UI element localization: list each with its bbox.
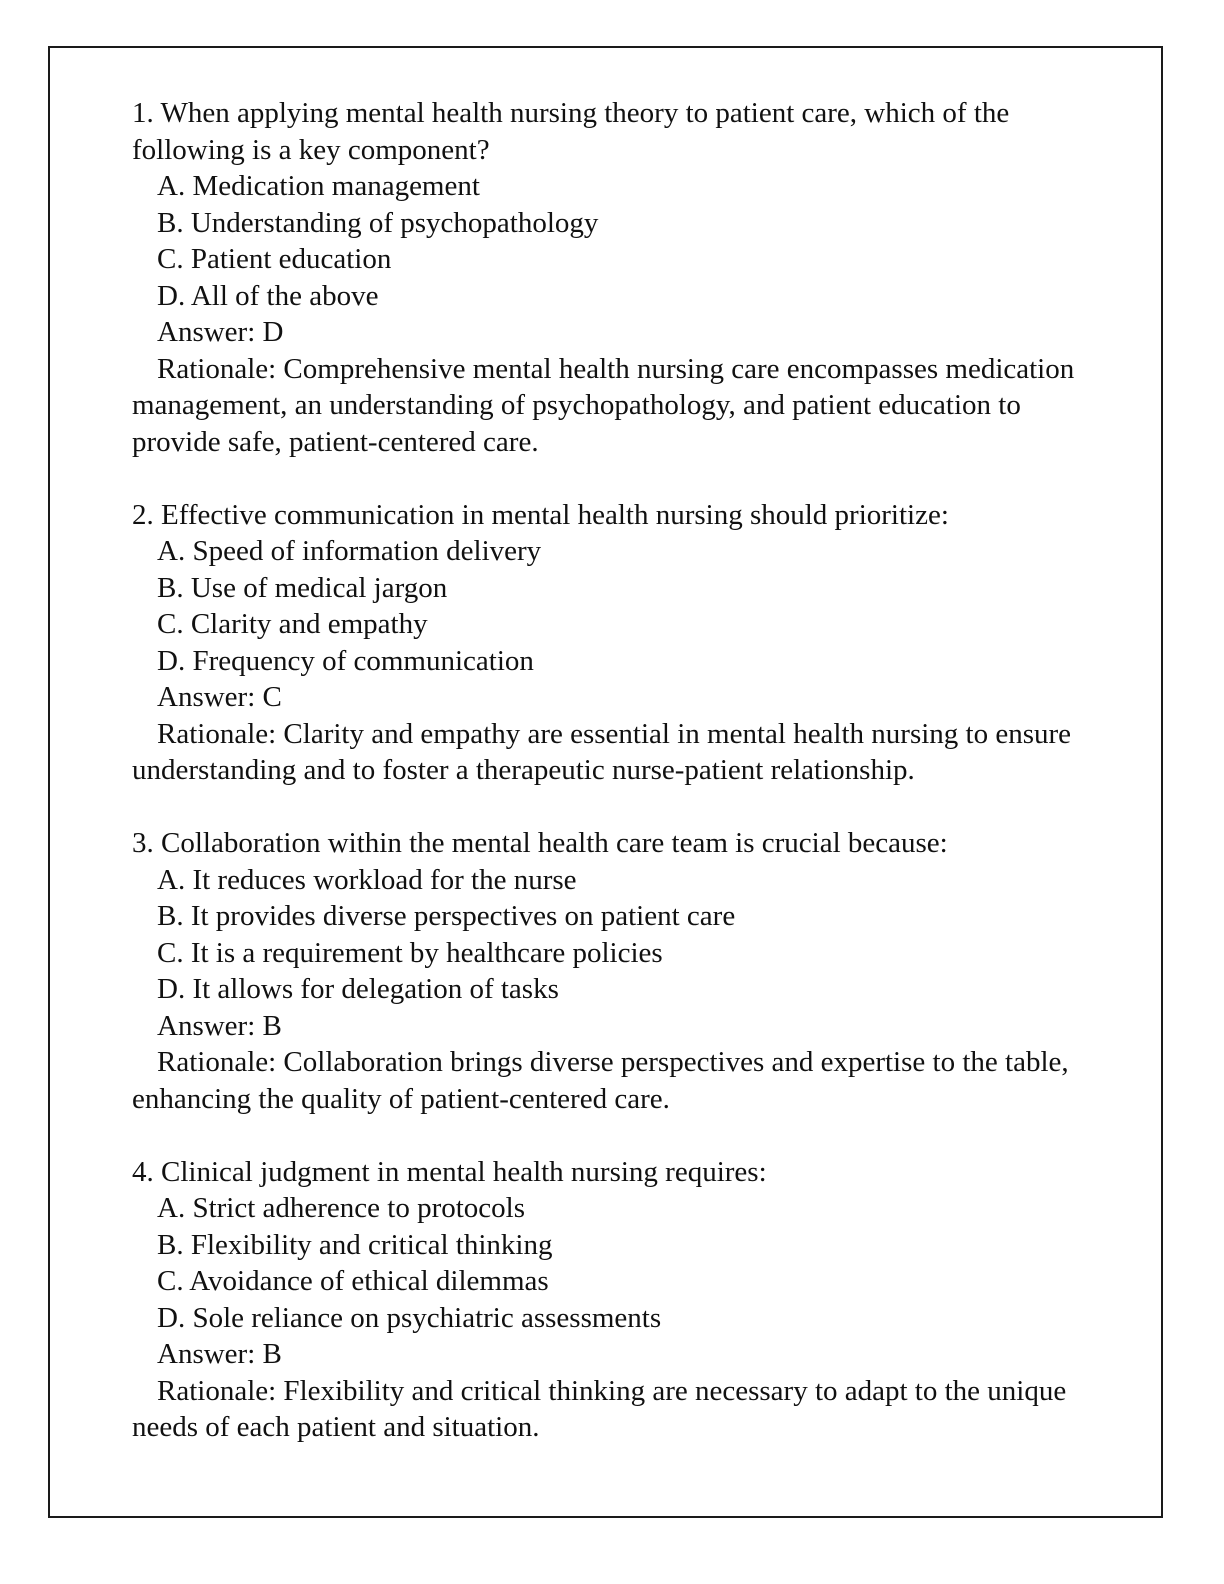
question-block xyxy=(132,1154,1102,1446)
option-a: A. It reduces workload for the nurse xyxy=(157,863,577,896)
option-d: D. Sole reliance on psychiatric assessments xyxy=(157,1301,662,1334)
option-d: D. Frequency of communication xyxy=(157,644,534,677)
option-a: A. Medication management xyxy=(157,170,480,202)
option-b: B. Use of medical jargon xyxy=(157,571,448,604)
rationale-text: Rationale: Flexibility and critical thinking are necessary to adapt to the unique needs of each patient and situation. xyxy=(132,1374,1067,1443)
option-b: B. Flexibility and critical thinking xyxy=(157,1228,553,1261)
answer-line: Answer: B xyxy=(157,1338,282,1370)
option-a: A. Strict adherence to protocols xyxy=(157,1192,526,1224)
answer-line: Answer: C xyxy=(157,681,282,713)
option-d: D. It allows for delegation of tasks xyxy=(157,973,559,1005)
option-c: C. Avoidance of ethical dilemmas xyxy=(157,1265,549,1297)
answer-line: Answer: D xyxy=(157,316,284,348)
option-c: C. It is a requirement by healthcare policies xyxy=(157,936,663,969)
question-text: 4. Clinical judgment in mental health nursing requires: xyxy=(132,1155,767,1188)
rationale-text: Rationale: Comprehensive mental health nursing care encompasses medication management, an understanding of psychopathology, and patient education to provide safe, patient-centered care. xyxy=(132,352,1075,458)
rationale-text: Rationale: Clarity and empathy are essential in mental health nursing to ensure understanding and to foster a therapeutic nurse-patient relationship. xyxy=(132,717,1072,786)
question-block xyxy=(132,95,1102,460)
option-b: B. It provides diverse perspectives on patient care xyxy=(157,900,736,932)
answer-line: Answer: B xyxy=(157,1009,282,1042)
question-text: 3. Collaboration within the mental health care team is crucial because: xyxy=(132,827,948,859)
document-content xyxy=(132,95,1102,1482)
option-d: D. All of the above xyxy=(157,279,379,312)
question-text: 2. Effective communication in mental health nursing should prioritize: xyxy=(132,498,949,531)
rationale-text: Rationale: Collaboration brings diverse perspectives and expertise to the table, enhancing the quality of patient-centered care. xyxy=(132,1046,1069,1115)
option-c: C. Clarity and empathy xyxy=(157,608,428,640)
question-block xyxy=(132,497,1102,789)
question-text: 1. When applying mental health nursing theory to patient care, which of the following is a key component? xyxy=(132,97,1010,166)
option-a: A. Speed of information delivery xyxy=(157,535,542,567)
option-b: B. Understanding of psychopathology xyxy=(157,206,599,239)
question-block xyxy=(132,825,1102,1117)
option-c: C. Patient education xyxy=(157,243,392,275)
